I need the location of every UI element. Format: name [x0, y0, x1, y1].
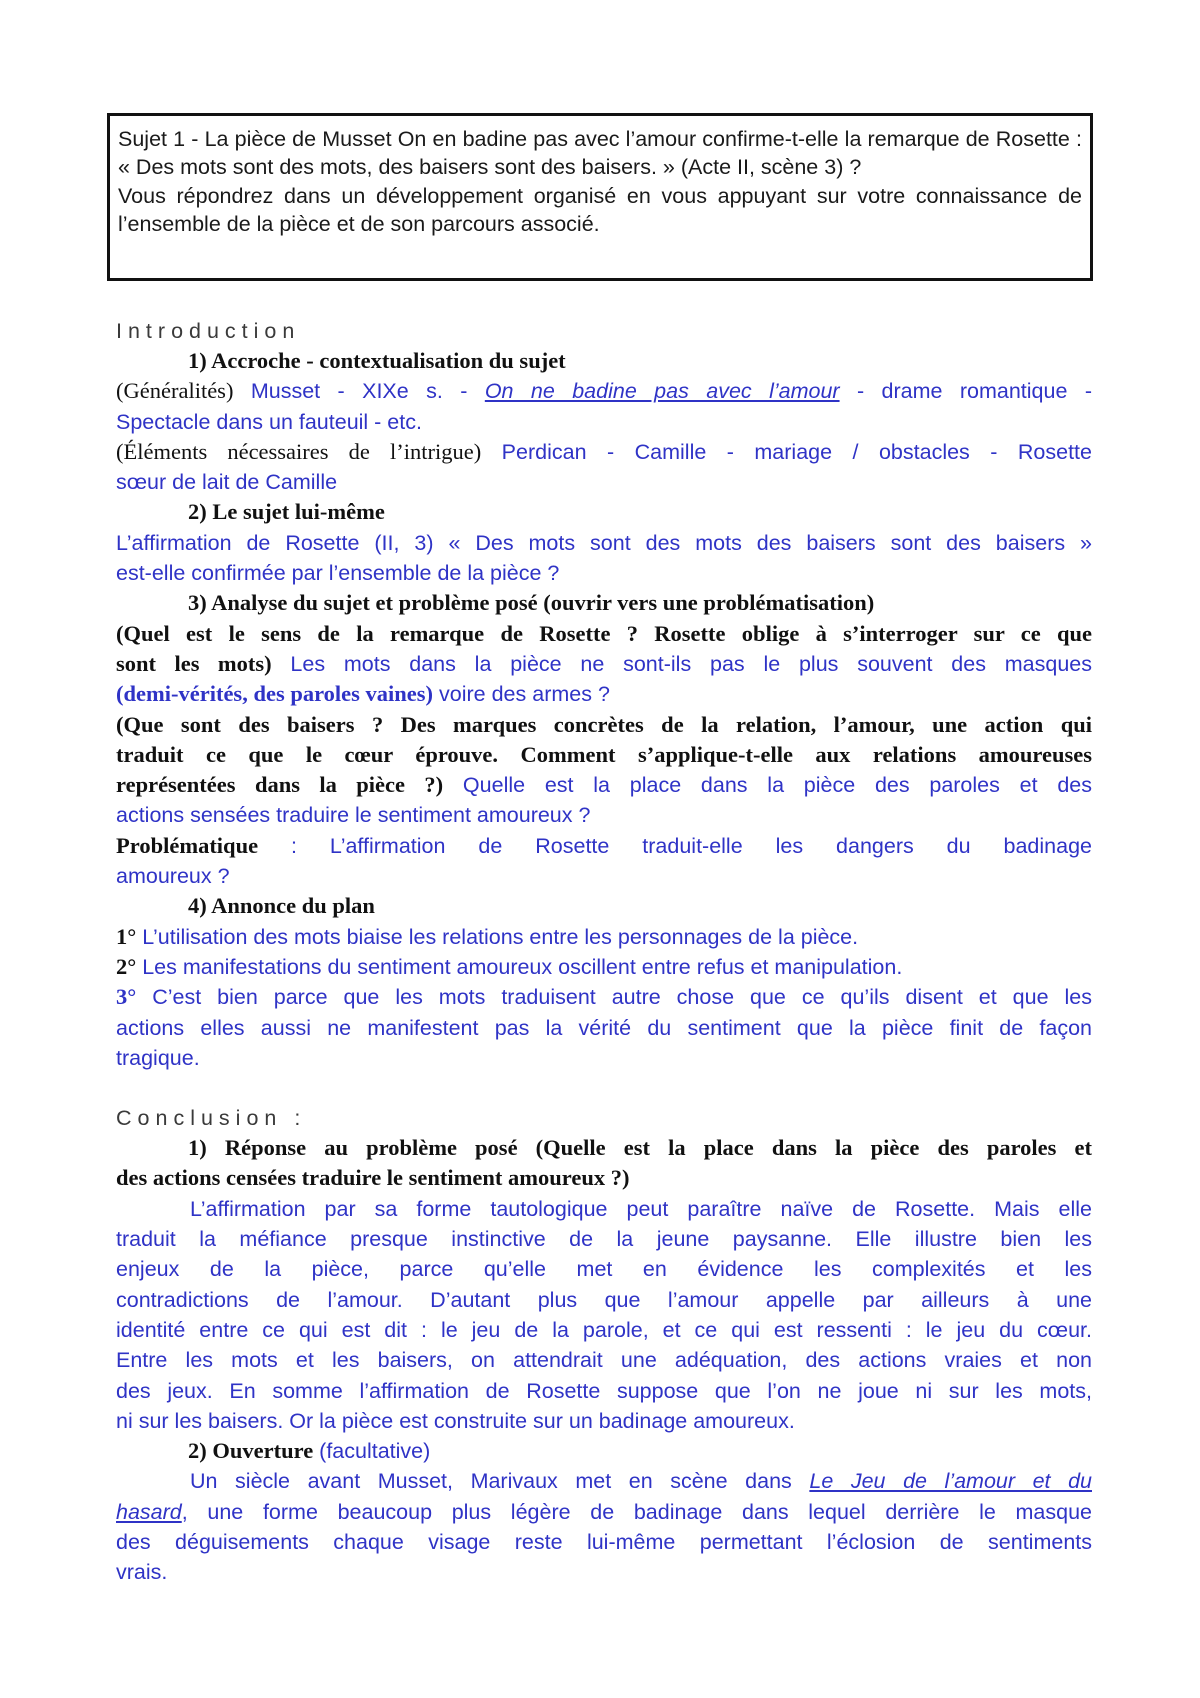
conclusion-para-line: enjeux de la pièce, parce qu’elle met en évidence les complexités et les	[116, 1257, 1092, 1282]
main-content	[116, 316, 1092, 1588]
intro-line: amoureux ?	[116, 864, 230, 889]
intro-heading-3: 3) Analyse du sujet et problème posé (ouvrir vers une problématisation)	[188, 590, 875, 616]
ouverture-line: Un siècle avant Musset, Marivaux met en scène dans Le Jeu de l’amour et du	[190, 1469, 1092, 1494]
conclusion-heading-2: 2) Ouverture (facultative)	[188, 1438, 431, 1464]
ouverture-line: des déguisements chaque visage reste lui-même permettant l’éclosion de sentiments	[116, 1529, 1092, 1554]
work-title-link: Le Jeu de l’amour et du	[809, 1469, 1092, 1494]
conclusion-line: des actions censées traduire le sentiment amoureux ?)	[116, 1165, 630, 1191]
conclusion-para-line: L’affirmation par sa forme tautologique peut paraître naïve de Rosette. Mais elle	[190, 1196, 1092, 1221]
plan-item-1: 1° L’utilisation des mots biaise les relations entre les personnages de la pièce.	[116, 923, 859, 949]
conclusion-title: Conclusion :	[116, 1106, 307, 1131]
intro-line: sœur de lait de Camille	[116, 470, 338, 495]
intro-line: (Quel est le sens de la remarque de Rosette ? Rosette oblige à s’interroger sur ce que	[116, 620, 1092, 646]
problematique-line: Problématique : L’affirmation de Rosette traduit-elle les dangers du badinage	[116, 832, 1092, 858]
plan-item-2: 2° Les manifestations du sentiment amoureux oscillent entre refus et manipulation.	[116, 953, 903, 979]
ouverture-line: vrais.	[116, 1560, 168, 1585]
intro-line: est-elle confirmée par l’ensemble de la pièce ?	[116, 561, 560, 586]
intro-line: Spectacle dans un fauteuil - etc.	[116, 409, 422, 434]
intro-line: sont les mots) Les mots dans la pièce ne sont-ils pas le plus souvent des masques	[116, 650, 1092, 676]
intro-line: (demi-vérités, des paroles vaines) voire des armes ?	[116, 681, 610, 707]
plan-item-3-cont: actions elles aussi ne manifestent pas la vérité du sentiment que la pièce finit de façon	[116, 1015, 1092, 1040]
conclusion-para-line: Entre les mots et les baisers, on attendrait une adéquation, des actions vraies et non	[116, 1348, 1092, 1373]
spacer	[116, 1073, 1092, 1103]
intro-heading-1: 1) Accroche - contextualisation du sujet	[188, 348, 566, 373]
conclusion-para-line: des jeux. En somme l’affirmation de Rosette suppose que l’on ne joue ni sur les mots,	[116, 1378, 1092, 1403]
work-title-link: On ne badine pas avec l’amour	[484, 379, 840, 404]
subject-instruction: Vous répondrez dans un développement organisé en vous appuyant sur votre connaissance de l’ensemble de la pièce et de son parcours associé.	[118, 183, 1082, 237]
ouverture-line: hasard, une forme beaucoup plus légère de badinage dans lequel derrière le masque	[116, 1499, 1092, 1524]
intro-line: L’affirmation de Rosette (II, 3) « Des mots sont des mots des baisers sont des baisers »	[116, 530, 1092, 555]
subject-box	[107, 113, 1093, 281]
intro-line: (Éléments nécessaires de l’intrigue) Perdican - Camille - mariage / obstacles - Rosette	[116, 438, 1092, 464]
plan-item-3-cont: tragique.	[116, 1045, 200, 1070]
intro-heading-4: 4) Annonce du plan	[188, 893, 375, 919]
subject-question: Sujet 1 - La pièce de Musset On en badine pas avec l’amour confirme-t-elle la remarque de Rosette : « Des mots sont des mots, des baisers sont des baisers. » (Acte II, scène 3) ?	[118, 127, 1082, 180]
intro-line: (Que sont des baisers ? Des marques concrètes de la relation, l’amour, une action qui	[116, 711, 1092, 737]
intro-line: représentées dans la pièce ?) Quelle est la place dans la pièce des paroles et des	[116, 772, 1092, 798]
intro-heading-2: 2) Le sujet lui-même	[188, 499, 385, 525]
intro-line: traduit ce que le cœur éprouve. Comment s’applique-t-elle aux relations amoureuses	[116, 741, 1092, 767]
intro-line: (Généralités) Musset - XIXe s. - On ne badine pas avec l’amour - drame romantique -	[116, 378, 1092, 404]
plan-item-3: 3° C’est bien parce que les mots traduisent autre chose que ce qu’ils disent et que les	[116, 984, 1092, 1010]
work-title-link: hasard	[116, 1499, 182, 1524]
conclusion-para-line: identité entre ce qui est dit : le jeu de la parole, et ce qui est ressenti : le jeu du cœur.	[116, 1317, 1092, 1342]
conclusion-para-line: ni sur les baisers. Or la pièce est construite sur un badinage amoureux.	[116, 1408, 795, 1433]
intro-line: actions sensées traduire le sentiment amoureux ?	[116, 803, 591, 828]
conclusion-para-line: contradictions de l’amour. D’autant plus que l’amour appelle par ailleurs à une	[116, 1287, 1092, 1312]
conclusion-heading-1: 1) Réponse au problème posé (Quelle est la place dans la pièce des paroles et	[188, 1135, 1092, 1161]
intro-title: Introduction	[116, 319, 301, 343]
conclusion-para-line: traduit la méfiance presque instinctive de la jeune paysanne. Elle illustre bien les	[116, 1227, 1092, 1252]
